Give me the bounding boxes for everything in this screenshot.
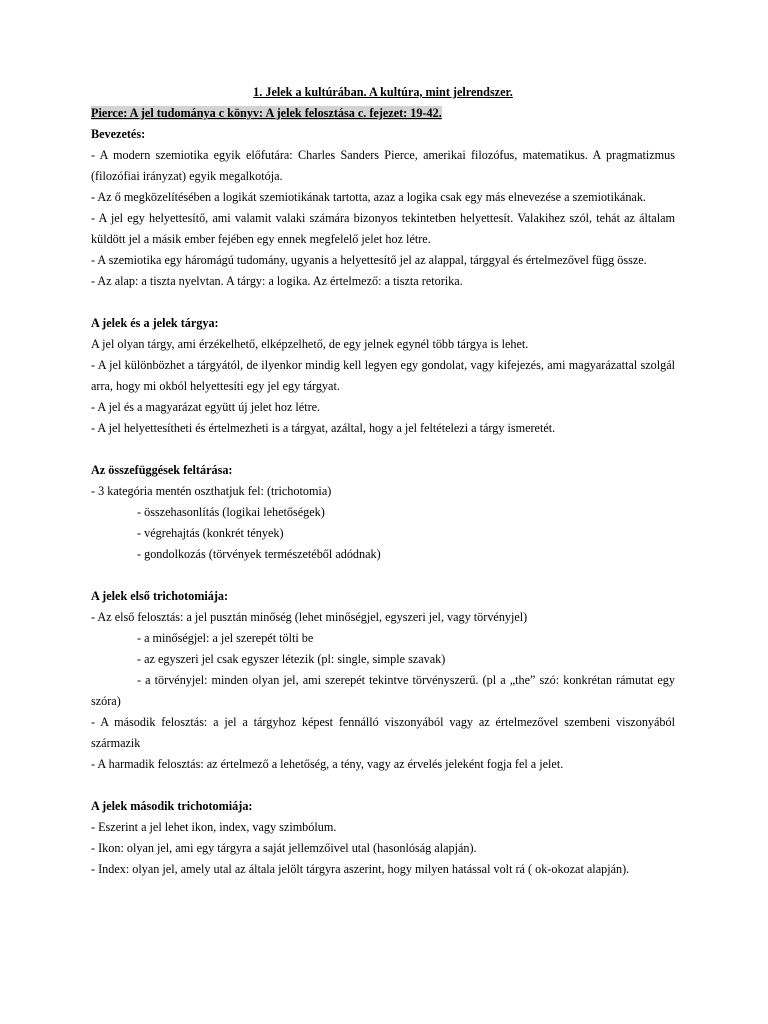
section-gap — [91, 439, 675, 460]
section-gap — [91, 292, 675, 313]
sub-list-item: - gondolkozás (törvények természetéből adódnak) — [137, 547, 381, 561]
paragraph: - Eszerint a jel lehet ikon, index, vagy szimbólum. — [91, 820, 337, 834]
paragraph: - Az első felosztás: a jel pusztán minőség (lehet minőségjel, egyszeri jel, vagy törvényjel) — [91, 610, 528, 624]
paragraph: - Az ő megközelítésében a logikát szemiotikának tartotta, azaz a logika csak egy más elnevezése a szemiotikának. — [91, 190, 646, 204]
paragraph: - A jel helyettesítheti és értelmezheti is a tárgyat, azáltal, hogy a jel feltételezi a tárgy ismeretét. — [91, 421, 556, 435]
section-heading: A jelek és a jelek tárgya: — [91, 316, 219, 330]
section-gap — [91, 565, 675, 586]
section-gap — [91, 775, 675, 796]
paragraph: - A szemiotika egy háromágú tudomány, ugyanis a helyettesítő jel az alappal, tárggyal és értelmezővel függ össze. — [91, 253, 647, 267]
section-heading: A jelek második trichotomiája: — [91, 799, 253, 813]
paragraph: - A jel különbözhet a tárgyától, de ilyenkor mindig kell legyen egy gondolat, vagy kifejezés, ami magyarázattal szolgál arra, hogy mi okból helyettesíti egy jel egy tárgyat. — [91, 358, 675, 393]
paragraph: - A harmadik felosztás: az értelmező a lehetőség, a tény, vagy az érvelés jeleként fogja fel a jelet. — [91, 757, 564, 771]
paragraph: - A modern szemiotika egyik előfutára: Charles Sanders Pierce, amerikai filozófus, matematikus. A pragmatizmus (filozófiai irányzat) egyik megalkotója. — [91, 148, 675, 183]
section-heading: Az összefüggések feltárása: — [91, 463, 233, 477]
paragraph: A jel olyan tárgy, ami érzékelhető, elképzelhető, de egy jelnek egynél több tárgya is lehet. — [91, 337, 529, 351]
paragraph: - 3 kategória mentén oszthatjuk fel: (trichotomia) — [91, 484, 332, 498]
section-heading: Bevezetés: — [91, 127, 146, 141]
paragraph: - Az alap: a tiszta nyelvtan. A tárgy: a logika. Az értelmező: a tiszta retorika. — [91, 274, 463, 288]
source-line — [91, 103, 675, 124]
source-reference: Pierce: A jel tudománya c könyv: A jelek felosztása c. fejezet: 19-42. — [91, 106, 442, 120]
sub-list-item: - összehasonlítás (logikai lehetőségek) — [137, 505, 325, 519]
paragraph: - A jel egy helyettesítő, ami valamit valaki számára bizonyos tekintetben helyettesít. Valakihez szól, tehát az általam küldött jel a másik ember fejében egy ennek megfelelő jelet hoz létre. — [91, 211, 675, 246]
paragraph: - A jel és a magyarázat együtt új jelet hoz létre. — [91, 400, 321, 414]
sub-list-item: - a törvényjel: minden olyan jel, ami szerepét tekintve törvényszerű. (pl a „the” szó: konkrétan rámutat egy szóra) — [91, 673, 675, 708]
sub-list-item: - az egyszeri jel csak egyszer létezik (pl: single, simple szavak) — [137, 652, 446, 666]
sub-list-item: - a minőségjel: a jel szerepét tölti be — [137, 631, 314, 645]
section-heading: A jelek első trichotomiája: — [91, 589, 229, 603]
sub-list-item: - végrehajtás (konkrét tények) — [137, 526, 284, 540]
paragraph: - Index: olyan jel, amely utal az általa jelölt tárgyra aszerint, hogy milyen hatással volt rá ( ok-okozat alapján). — [91, 862, 630, 876]
paragraph: - Ikon: olyan jel, ami egy tárgyra a saját jellemzőivel utal (hasonlóság alapján). — [91, 841, 477, 855]
document-body — [91, 82, 675, 880]
page-title: 1. Jelek a kultúrában. A kultúra, mint jelrendszer. — [253, 85, 513, 99]
sections-container — [91, 124, 675, 880]
paragraph: - A második felosztás: a jel a tárgyhoz képest fennálló viszonyából vagy az értelmezővel szembeni viszonyából származik — [91, 715, 675, 750]
